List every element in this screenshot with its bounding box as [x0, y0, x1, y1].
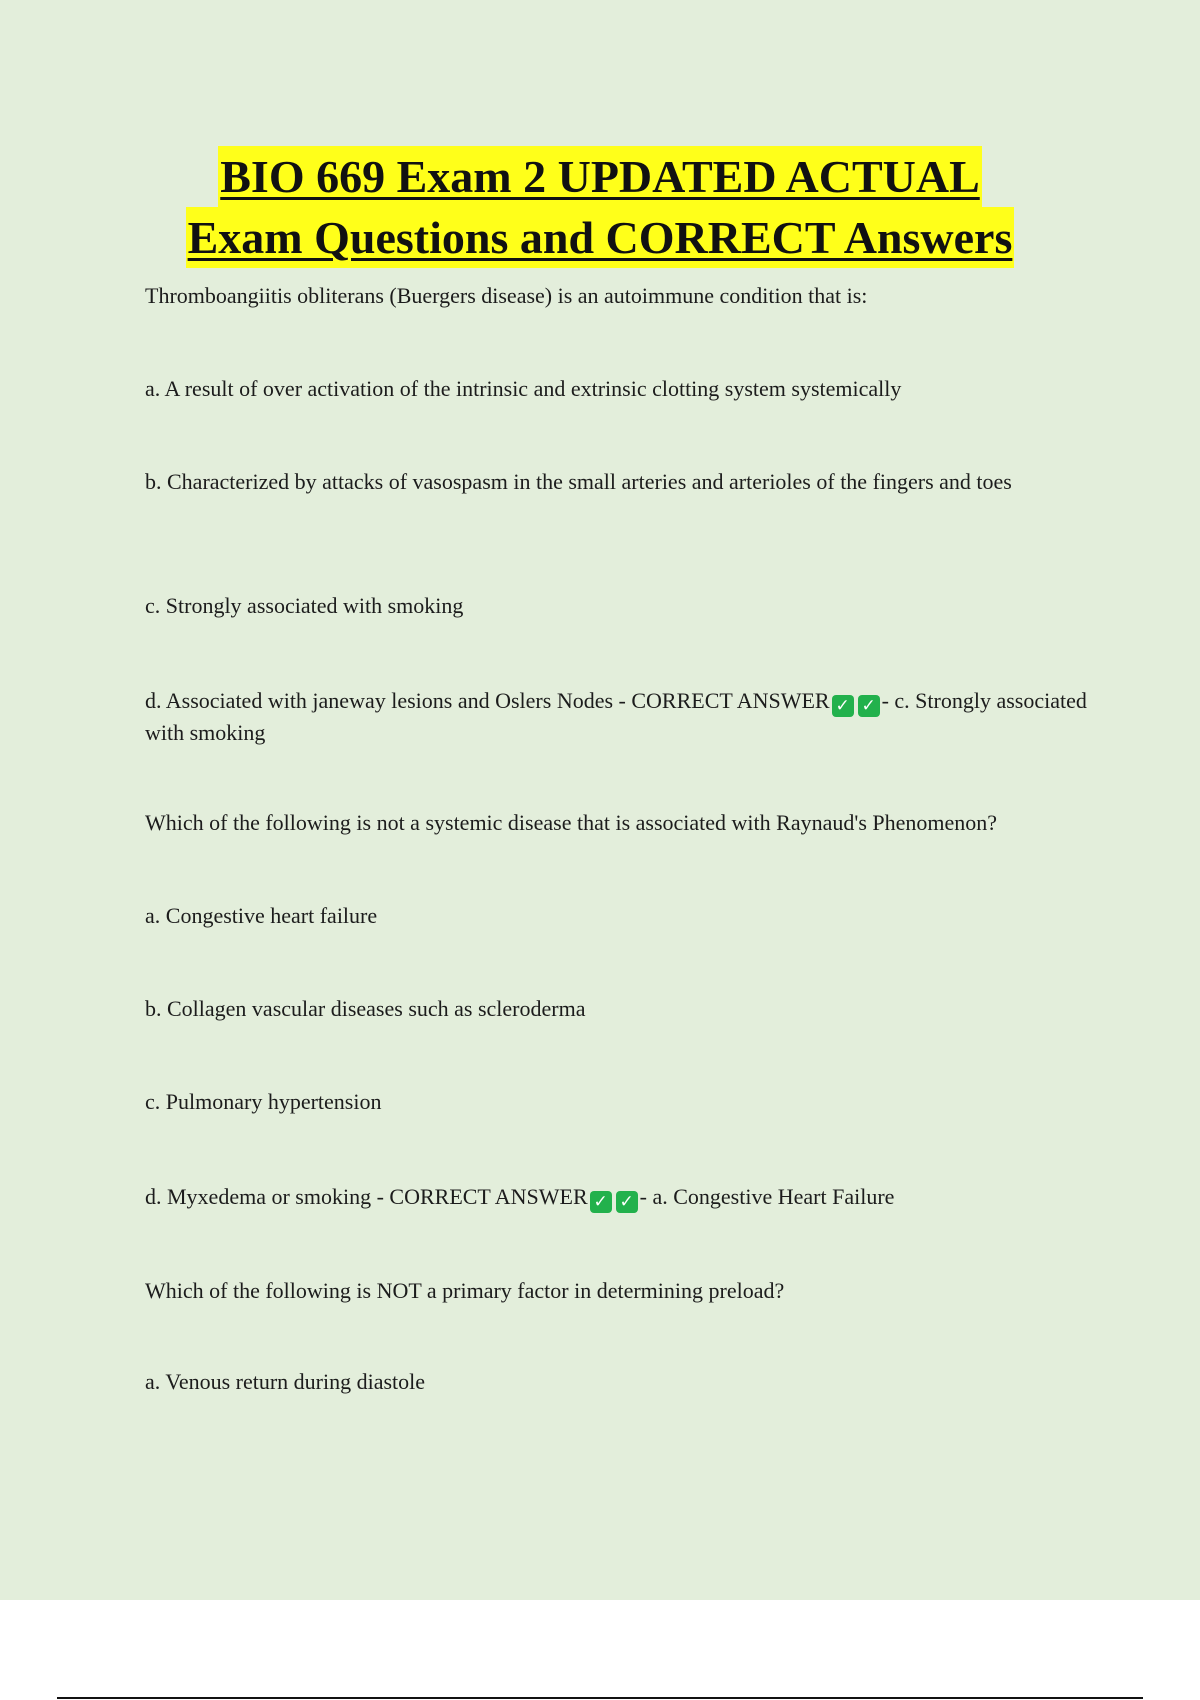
check-icon: ✓ [858, 695, 880, 717]
answer-option: c. Pulmonary hypertension [145, 1089, 382, 1114]
answer-option: d. Myxedema or smoking - CORRECT ANSWER [145, 1184, 588, 1209]
answer-option: d. Associated with janeway lesions and Oslers Nodes - CORRECT ANSWER [145, 688, 830, 713]
check-icon: ✓ [616, 1191, 638, 1213]
correct-answer: - a. Congestive Heart Failure [639, 1184, 895, 1209]
answer-option: a. Congestive heart failure [145, 903, 378, 928]
answer-option: c. Strongly associated with smoking [145, 593, 464, 618]
answer-option: b. Collagen vascular diseases such as scleroderma [145, 996, 586, 1021]
check-icon: ✓ [832, 695, 854, 717]
question-prompt: Which of the following is NOT a primary factor in determining preload? [145, 1278, 785, 1303]
correct-answer: - c. Strongly associated with smoking [145, 688, 1087, 745]
answer-option: b. Characterized by attacks of vasospasm in the small arteries and arterioles of the fingers and toes [145, 469, 1012, 494]
answer-option-with-key [145, 1181, 1090, 1213]
title-line-1: BIO 669 Exam 2 UPDATED ACTUAL [218, 146, 982, 207]
question-prompt: Which of the following is not a systemic disease that is associated with Raynaud's Phenomenon? [145, 810, 998, 835]
document-title [0, 146, 1200, 268]
answer-option-with-key [145, 685, 1090, 749]
question-prompt: Thromboangiitis obliterans (Buergers disease) is an autoimmune condition that is: [145, 283, 868, 308]
answer-option: a. Venous return during diastole [145, 1369, 426, 1394]
footer-rule [57, 1697, 1143, 1699]
title-line-2: Exam Questions and CORRECT Answers [186, 207, 1015, 268]
answer-option: a. A result of over activation of the intrinsic and extrinsic clotting system systemically [145, 376, 902, 401]
check-icon: ✓ [590, 1191, 612, 1213]
